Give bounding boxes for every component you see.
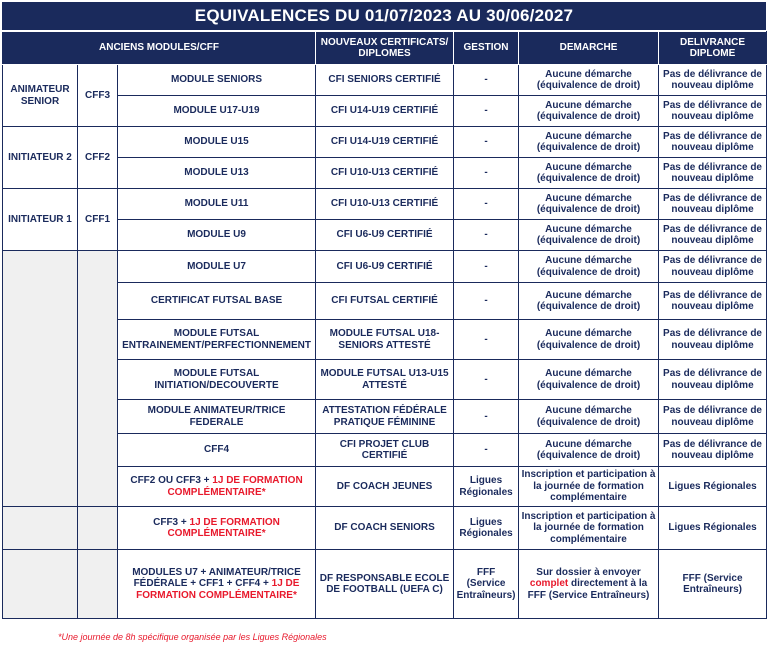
cell-demarche: Aucune démarche (équivalence de droit) xyxy=(519,220,659,251)
cell-gestion: - xyxy=(454,400,519,434)
complet-highlight: complet xyxy=(529,578,569,590)
cell-delivrance: Ligues Régionales xyxy=(659,467,767,507)
table-row xyxy=(3,65,767,96)
cell-module: MODULE U15 xyxy=(118,127,316,158)
table-row xyxy=(3,189,767,220)
blank-level-cell xyxy=(78,550,118,619)
cell-gestion: - xyxy=(454,65,519,96)
cell-gestion: - xyxy=(454,434,519,467)
group-cff1: CFF1 xyxy=(78,189,118,251)
table-row xyxy=(3,360,767,400)
header-row xyxy=(3,32,767,65)
cell-gestion: - xyxy=(454,158,519,189)
table-row xyxy=(3,283,767,320)
cell-delivrance: Pas de délivrance de nouveau diplôme xyxy=(659,360,767,400)
cell-delivrance: Pas de délivrance de nouveau diplôme xyxy=(659,65,767,96)
cell-module: MODULE U13 xyxy=(118,158,316,189)
cell-demarche: Aucune démarche (équivalence de droit) xyxy=(519,434,659,467)
cell-module: MODULE U7 xyxy=(118,251,316,283)
table-row xyxy=(3,158,767,189)
cell-nouveau: DF COACH SENIORS xyxy=(316,507,454,550)
cell-module: CFF4 xyxy=(118,434,316,467)
cell-demarche: Inscription et participation à la journée de formation complémentaire xyxy=(519,467,659,507)
group-animateur-senior: ANIMATEUR SENIOR xyxy=(3,65,78,127)
cell-module: MODULE U17-U19 xyxy=(118,96,316,127)
cell-demarche: Aucune démarche (équivalence de droit) xyxy=(519,65,659,96)
formation-highlight: 1J DE FORMATION COMPLÉMENTAIRE* xyxy=(167,516,280,539)
cell-gestion: - xyxy=(454,320,519,360)
cell-demarche: Aucune démarche (équivalence de droit) xyxy=(519,189,659,220)
cell-demarche: Aucune démarche (équivalence de droit) xyxy=(519,158,659,189)
formation-highlight: 1J DE FORMATION COMPLÉMENTAIRE* xyxy=(136,578,300,601)
cell-delivrance: Pas de délivrance de nouveau diplôme xyxy=(659,434,767,467)
cell-nouveau: CFI U6-U9 CERTIFIÉ xyxy=(316,220,454,251)
cell-demarche: Aucune démarche (équivalence de droit) xyxy=(519,320,659,360)
header-anciens: ANCIENS MODULES/CFF xyxy=(3,32,316,65)
cell-demarche: Aucune démarche (équivalence de droit) xyxy=(519,127,659,158)
cell-demarche: Inscription et participation à la journée de formation complémentaire xyxy=(519,507,659,550)
cell-delivrance: Pas de délivrance de nouveau diplôme xyxy=(659,96,767,127)
cell-gestion: - xyxy=(454,189,519,220)
cell-module: MODULE FUTSAL ENTRAINEMENT/PERFECTIONNEMENT xyxy=(118,320,316,360)
group-cff3: CFF3 xyxy=(78,65,118,127)
cell-module: CERTIFICAT FUTSAL BASE xyxy=(118,283,316,320)
cell-demarche: Aucune démarche (équivalence de droit) xyxy=(519,360,659,400)
cell-demarche: Aucune démarche (équivalence de droit) xyxy=(519,96,659,127)
formation-highlight: 1J DE FORMATION COMPLÉMENTAIRE* xyxy=(167,475,303,498)
cell-gestion: - xyxy=(454,127,519,158)
table-row xyxy=(3,96,767,127)
module-text: MODULES U7 + ANIMATEUR/TRICE FÉDÉRALE + CFF1 + CFF4 + xyxy=(132,566,301,590)
cell-demarche: Aucune démarche (équivalence de droit) xyxy=(519,400,659,434)
blank-group-cell xyxy=(3,251,78,507)
cell-gestion: FFF (Service Entraîneurs) xyxy=(454,550,519,619)
cell-delivrance: Pas de délivrance de nouveau diplôme xyxy=(659,320,767,360)
cell-gestion: - xyxy=(454,283,519,320)
cell-nouveau: CFI PROJET CLUB CERTIFIÉ xyxy=(316,434,454,467)
cell-delivrance: FFF (Service Entraîneurs) xyxy=(659,550,767,619)
cell-nouveau: ATTESTATION FÉDÉRALE PRATIQUE FÉMININE xyxy=(316,400,454,434)
table-row xyxy=(3,507,767,550)
table-row xyxy=(3,434,767,467)
cell-nouveau: MODULE FUTSAL U13-U15 ATTESTÉ xyxy=(316,360,454,400)
page-title: EQUIVALENCES DU 01/07/2023 AU 30/06/2027 xyxy=(2,2,766,30)
cell-delivrance: Pas de délivrance de nouveau diplôme xyxy=(659,400,767,434)
cell-nouveau: CFI U14-U19 CERTIFIÉ xyxy=(316,127,454,158)
cell-gestion: - xyxy=(454,251,519,283)
table-row xyxy=(3,467,767,507)
cell-gestion: - xyxy=(454,96,519,127)
cell-nouveau: CFI U6-U9 CERTIFIÉ xyxy=(316,251,454,283)
blank-level-cell xyxy=(78,507,118,550)
cell-delivrance: Pas de délivrance de nouveau diplôme xyxy=(659,127,767,158)
cell-gestion: Ligues Régionales xyxy=(454,467,519,507)
module-text: CFF2 OU CFF3 + xyxy=(130,475,213,486)
cell-nouveau: CFI U10-U13 CERTIFIÉ xyxy=(316,158,454,189)
demarche-text-end: directement à la FFF (Service Entraîneurs) xyxy=(527,578,650,601)
cell-delivrance: Pas de délivrance de nouveau diplôme xyxy=(659,220,767,251)
cell-nouveau: CFI FUTSAL CERTIFIÉ xyxy=(316,283,454,320)
cell-nouveau: CFI SENIORS CERTIFIÉ xyxy=(316,65,454,96)
cell-gestion: Ligues Régionales xyxy=(454,507,519,550)
demarche-text: Sur dossier à envoyer xyxy=(536,566,641,578)
cell-nouveau: DF COACH JEUNES xyxy=(316,467,454,507)
table-row xyxy=(3,400,767,434)
table-row xyxy=(3,550,767,619)
cell-module: MODULE SENIORS xyxy=(118,65,316,96)
footnote: *Une journée de 8h spécifique organisée par les Ligues Régionales xyxy=(58,632,327,642)
cell-demarche: Aucune démarche (équivalence de droit) xyxy=(519,251,659,283)
table-row xyxy=(3,127,767,158)
module-text: CFF3 + xyxy=(153,516,190,528)
cell-demarche: Aucune démarche (équivalence de droit) xyxy=(519,283,659,320)
equivalence-table xyxy=(2,31,767,619)
header-nouveaux: NOUVEAUX CERTIFICATS/ DIPLOMES xyxy=(316,32,454,65)
cell-gestion: - xyxy=(454,360,519,400)
cell-delivrance: Pas de délivrance de nouveau diplôme xyxy=(659,158,767,189)
group-cff2: CFF2 xyxy=(78,127,118,189)
cell-module: MODULE FUTSAL INITIATION/DECOUVERTE xyxy=(118,360,316,400)
group-initiateur-2: INITIATEUR 2 xyxy=(3,127,78,189)
table-row xyxy=(3,251,767,283)
cell-nouveau: MODULE FUTSAL U18-SENIORS ATTESTÉ xyxy=(316,320,454,360)
header-delivrance: DELIVRANCE DIPLOME xyxy=(659,32,767,65)
cell-gestion: - xyxy=(454,220,519,251)
cell-delivrance: Pas de délivrance de nouveau diplôme xyxy=(659,251,767,283)
cell-module: MODULE U9 xyxy=(118,220,316,251)
cell-module xyxy=(118,467,316,507)
blank-group-cell xyxy=(3,550,78,619)
cell-nouveau: CFI U10-U13 CERTIFIÉ xyxy=(316,189,454,220)
blank-level-cell xyxy=(78,251,118,507)
cell-delivrance: Pas de délivrance de nouveau diplôme xyxy=(659,283,767,320)
cell-module xyxy=(118,507,316,550)
cell-module xyxy=(118,550,316,619)
cell-nouveau: DF RESPONSABLE ECOLE DE FOOTBALL (UEFA C) xyxy=(316,550,454,619)
cell-delivrance: Pas de délivrance de nouveau diplôme xyxy=(659,189,767,220)
cell-demarche xyxy=(519,550,659,619)
header-gestion: GESTION xyxy=(454,32,519,65)
cell-nouveau: CFI U14-U19 CERTIFIÉ xyxy=(316,96,454,127)
blank-group-cell xyxy=(3,507,78,550)
cell-module: MODULE ANIMATEUR/TRICE FEDERALE xyxy=(118,400,316,434)
cell-module: MODULE U11 xyxy=(118,189,316,220)
cell-delivrance: Ligues Régionales xyxy=(659,507,767,550)
table-row xyxy=(3,220,767,251)
table-row xyxy=(3,320,767,360)
header-demarche: DEMARCHE xyxy=(519,32,659,65)
group-initiateur-1: INITIATEUR 1 xyxy=(3,189,78,251)
